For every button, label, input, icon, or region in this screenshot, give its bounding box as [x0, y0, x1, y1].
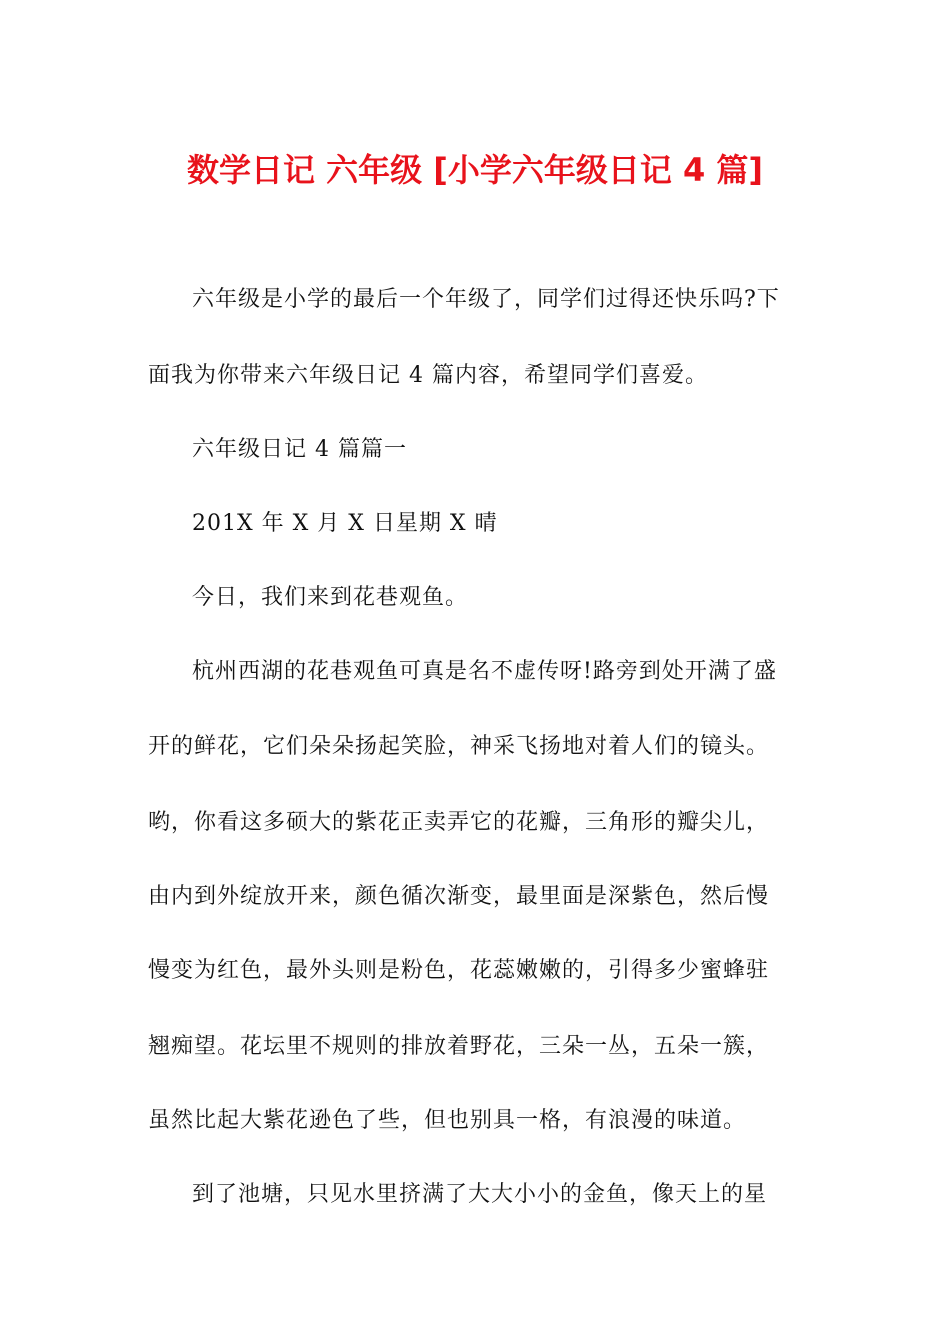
paragraph-line-5: 今日，我们来到花巷观鱼。 — [192, 585, 469, 610]
date-line: 201X 年 X 月 X 日星期 X 晴 — [192, 511, 498, 536]
paragraph-line-2: 面我为你带来六年级日记 4 篇内容，希望同学们喜爱。 — [148, 363, 708, 388]
paragraph-line-10: 慢变为红色，最外头则是粉色，花蕊嫩嫩的，引得多少蜜蜂驻 — [148, 958, 770, 983]
paragraph-line-11: 翘痴望。花坛里不规则的排放着野花，三朵一丛，五朵一簇， — [148, 1034, 770, 1059]
paragraph-line-12: 虽然比起大紫花逊色了些，但也别具一格，有浪漫的味道。 — [148, 1108, 747, 1133]
document-title: 数学日记 六年级 [小学六年级日记 4 篇] — [186, 151, 764, 189]
paragraph-line-13: 到了池塘，只见水里挤满了大大小小的金鱼，像天上的星 — [192, 1182, 768, 1207]
paragraph-line-7: 开的鲜花，它们朵朵扬起笑脸，神采飞扬地对着人们的镜头。 — [148, 734, 770, 759]
paragraph-line-6: 杭州西湖的花巷观鱼可真是名不虚传呀!路旁到处开满了盛 — [192, 659, 777, 684]
section-heading-line: 六年级日记 4 篇篇一 — [192, 437, 407, 462]
paragraph-line-1: 六年级是小学的最后一个年级了，同学们过得还快乐吗?下 — [192, 287, 780, 312]
paragraph-line-9: 由内到外绽放开来，颜色循次渐变，最里面是深紫色，然后慢 — [148, 884, 770, 909]
paragraph-line-8: 哟，你看这多硕大的紫花正卖弄它的花瓣，三角形的瓣尖儿， — [148, 810, 770, 835]
